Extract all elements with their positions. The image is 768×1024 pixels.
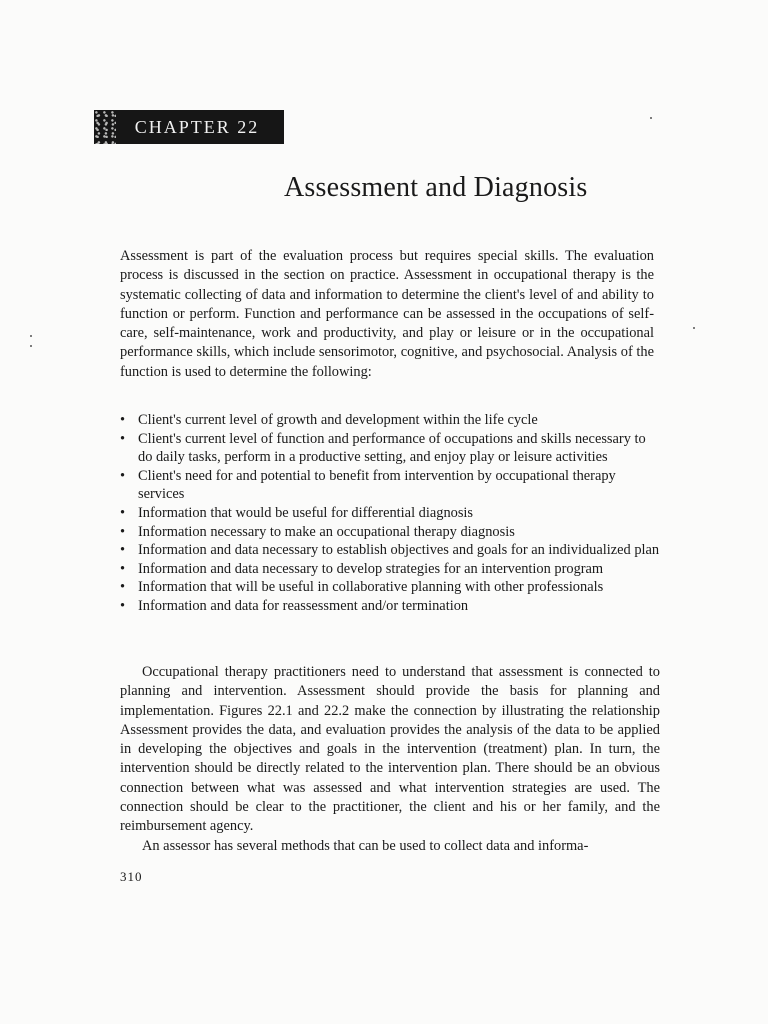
list-item-text: Information and data necessary to develop strategies for an intervention program: [138, 560, 604, 577]
bullet-marker: •: [120, 412, 126, 428]
chapter-label: CHAPTER 22: [134, 116, 260, 137]
list-item: [120, 504, 660, 523]
list-item-text: Client's need for and potential to benefit from intervention by occupational therapy services: [138, 467, 616, 503]
scan-speck: [650, 117, 652, 119]
list-item: [120, 597, 660, 616]
list-item-text: Information and data for reassessment and/or termination: [138, 597, 469, 614]
body-paragraph: An assessor has several methods that can be used to collect data and informa-: [142, 837, 589, 854]
list-item: [120, 578, 660, 597]
bullet-marker: •: [120, 579, 126, 596]
bullet-marker: •: [120, 504, 126, 521]
list-item-text: Client's current level of growth and development within the life cycle: [138, 412, 538, 428]
list-item-text: Information that would be useful for differential diagnosis: [138, 504, 474, 521]
list-item-text: Information that will be useful in collaborative planning with other professionals: [138, 579, 604, 596]
body-text: [120, 663, 660, 856]
list-item-text: Information necessary to make an occupational therapy diagnosis: [138, 523, 515, 540]
list-item: [120, 430, 660, 467]
list-item: [120, 467, 660, 504]
list-item-text: Client's current level of function and performance of occupations and skills necessary to do daily tasks, perform in a productive setting, and enjoy play or leisure activities: [138, 430, 646, 466]
list-item: [120, 523, 660, 542]
bullet-list: [120, 411, 660, 616]
scan-speck: [30, 345, 32, 347]
scan-speck: [30, 335, 32, 337]
bullet-marker: •: [120, 467, 126, 484]
chapter-badge: [94, 110, 284, 144]
bullet-marker: •: [120, 523, 126, 540]
bullet-marker: •: [120, 430, 126, 447]
list-item: [120, 541, 660, 560]
badge-speckle-decoration: [94, 110, 116, 144]
intro-paragraph: Assessment is part of the evaluation process but requires special skills. The evaluation process is discussed in the section on practice. Assessment in occupational therapy is the systematic collecting of data and information to determine the client's level of and ability to function or perform. Function and performance can be assessed in the occupations of self-care, self-maintenance, work and productivity, and play or leisure or in the occupational performance skills, which include sensorimotor, cognitive, and psychosocial. Analysis of the function is used to determine the following:: [120, 248, 654, 380]
list-item-text: Information and data necessary to establish objectives and goals for an individualized plan: [138, 542, 660, 559]
scan-speck: [693, 327, 695, 329]
bullet-marker: •: [120, 560, 126, 577]
bullet-marker: •: [120, 542, 126, 559]
page-number: 310: [120, 869, 143, 884]
list-item: [120, 560, 660, 579]
bullet-marker: •: [120, 597, 126, 614]
body-paragraph: Occupational therapy practitioners need to understand that assessment is connected to planning and intervention. Assessment should provide the basis for planning and implementation. Figures 22.1 and 22.2 make the connection by illustrating the relationship Assessment provides the data, and evaluation provides the analysis of the data to be applied in developing the objectives and goals in the intervention (treatment) plan. In turn, the intervention should be directly related to the intervention plan. There should be an obvious connection between what was assessed and what intervention strategies are used. The connection should be clear to the practitioner, the client and his or her family, and the reimbursement agency.: [120, 664, 660, 835]
chapter-title: Assessment and Diagnosis: [284, 172, 588, 203]
list-item: [120, 411, 660, 430]
